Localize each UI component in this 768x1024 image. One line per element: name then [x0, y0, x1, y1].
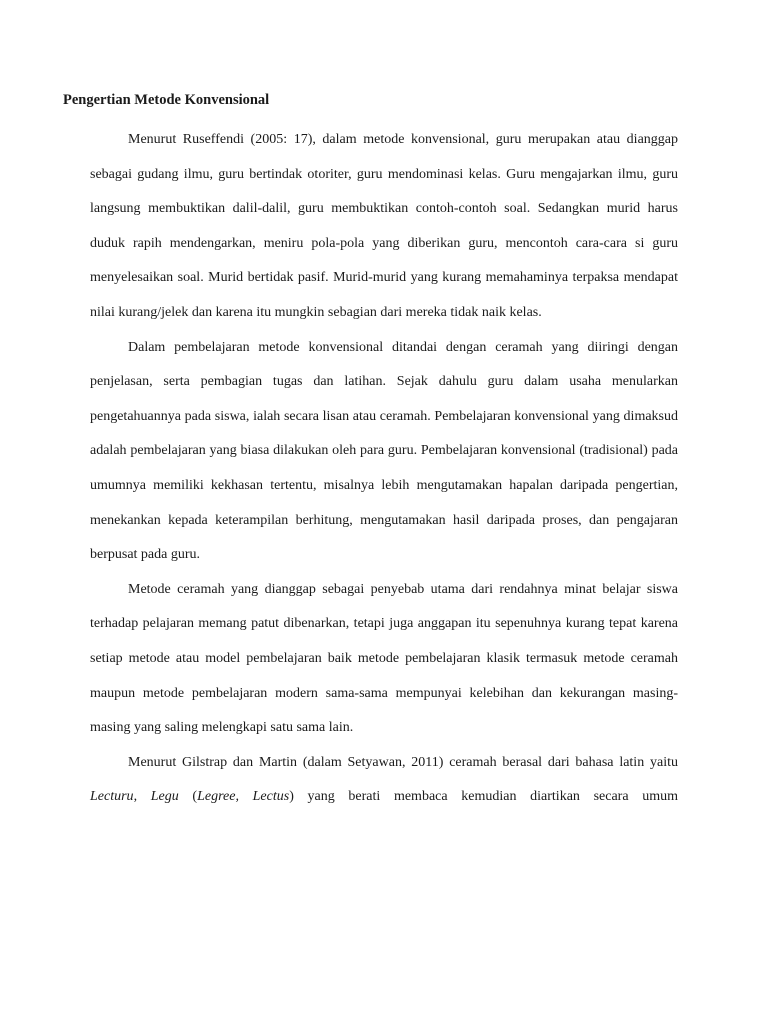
body-text [90, 123, 678, 815]
paragraph-text: Menurut Gilstrap dan Martin (dalam Setyawan, 2011) ceramah berasal dari bahasa latin yaitu [128, 754, 678, 770]
paragraph-3 [90, 573, 678, 746]
paragraph-text: , [133, 789, 151, 805]
italic-term: Legree, Lectus [197, 789, 290, 805]
paragraph-2 [90, 331, 678, 573]
paragraph-text: Menurut Ruseffendi (2005: 17), dalam metode konvensional, guru merupakan atau dianggap sebagai gudang ilmu, guru bertindak otoriter, guru mendominasi kelas. Guru mengajarkan ilmu, guru langsung membuktikan dalil-dalil, guru membuktikan contoh-contoh soal. Sedangkan murid harus duduk rapih mendengarkan, meniru pola-pola yang diberikan guru, mencontoh cara-cara si guru menyelesaikan soal. Murid bertidak pasif. Murid-murid yang kurang memahaminya terpaksa mendapat nilai kurang/jelek dan karena itu mungkin sebagian dari mereka tidak naik kelas. [90, 132, 678, 320]
section-heading: Pengertian Metode Konvensional [63, 92, 270, 108]
paragraph-4 [90, 746, 678, 815]
paragraph-text: Dalam pembelajaran metode konvensional ditandai dengan ceramah yang diiringi dengan penjelasan, serta pembagian tugas dan latihan. Sejak dahulu guru dalam usaha menularkan pengetahuannya pada siswa, ialah secara lisan atau ceramah. Pembelajaran konvensional yang dimaksud adalah pembelajaran yang biasa dilakukan oleh para guru. Pembelajaran konvensional (tradisional) pada umumnya memiliki kekhasan tertentu, misalnya lebih mengutamakan hapalan daripada pengertian, menekankan kepada keterampilan berhitung, mengutamakan hasil daripada proses, dan pengajaran berpusat pada guru. [90, 339, 678, 563]
paragraph-text: ( [178, 789, 198, 805]
paragraph-1 [90, 123, 678, 331]
paragraph-text: Metode ceramah yang dianggap sebagai penyebab utama dari rendahnya minat belajar siswa terhadap pelajaran memang patut dibenarkan, tetapi juga anggapan itu sepenuhnya kurang tepat karena setiap metode atau model pembelajaran baik metode pembelajaran klasik termasuk metode ceramah maupun metode pembelajaran modern sama-sama mempunyai kelebihan dan kekurangan masing-masing yang saling melengkapi satu sama lain. [90, 581, 678, 736]
italic-term: Legu [150, 789, 179, 805]
italic-term: Lecturu [90, 789, 134, 805]
paragraph-text: ) yang berati membaca kemudian diartikan secara umum [289, 789, 679, 805]
